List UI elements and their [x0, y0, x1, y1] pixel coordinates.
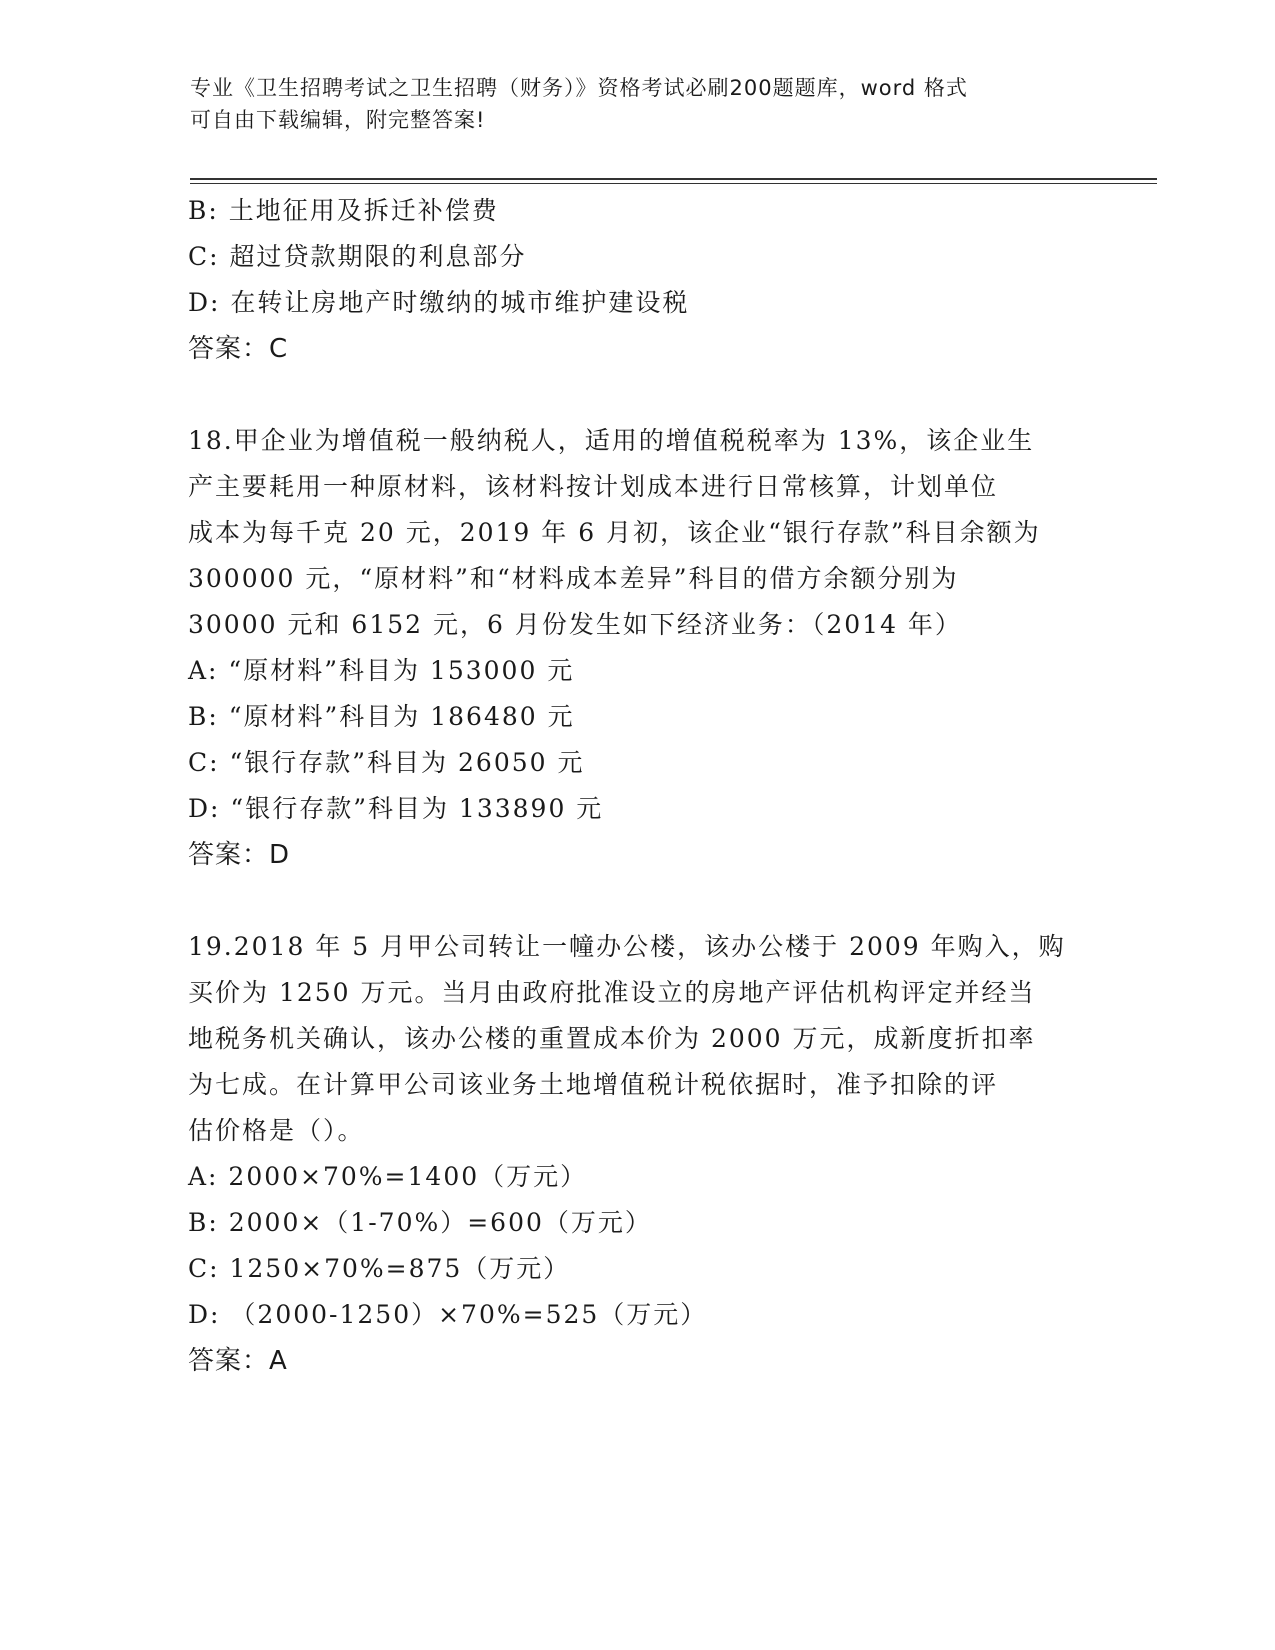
q17-answer: 答案：C	[188, 334, 289, 364]
q18-option-a: A: “原材料”科目为 153000 元	[188, 656, 575, 685]
header-line-1: 专业《卫生招聘考试之卫生招聘（财务）》资格考试必刷200题题库，word 格式	[190, 76, 968, 100]
q18-stem-line-5: 30000 元和 6152 元，6 月份发生如下经济业务：（2014 年）	[188, 610, 962, 639]
q19-option-c: C: 1250×70%=875（万元）	[188, 1254, 571, 1283]
q18-option-c: C: “银行存款”科目为 26050 元	[188, 748, 585, 777]
q18-stem-line-4: 300000 元，“原材料”和“材料成本差异”科目的借方余额分别为	[188, 564, 959, 593]
q19-stem-line-2: 买价为 1250 万元。当月由政府批准设立的房地产评估机构评定并经当	[188, 978, 1036, 1007]
header-line-2: 可自由下载编辑，附完整答案!	[190, 108, 486, 132]
q19-stem-line-4: 为七成。在计算甲公司该业务土地增值税计税依据时，准予扣除的评	[188, 1070, 999, 1099]
q19-stem-line-1: 19.2018 年 5 月甲公司转让一幢办公楼，该办公楼于 2009 年购入，购	[188, 932, 1066, 961]
q17-option-b: B: 土地征用及拆迁补偿费	[188, 196, 499, 225]
document-body	[188, 188, 1088, 1384]
q17-option-d: D: 在转让房地产时缴纳的城市维护建设税	[188, 288, 690, 317]
spacer	[188, 878, 1088, 924]
q19-option-d: D: （2000-1250）×70%=525（万元）	[188, 1300, 708, 1329]
q19-stem-line-3: 地税务机关确认，该办公楼的重置成本价为 2000 万元，成新度折扣率	[188, 1024, 1036, 1053]
header-divider-thick	[190, 178, 1157, 180]
q17-option-c: C: 超过贷款期限的利息部分	[188, 242, 527, 271]
question-19	[188, 924, 1088, 1384]
q18-stem-line-3: 成本为每千克 20 元，2019 年 6 月初，该企业“银行存款”科目余额为	[188, 518, 1041, 547]
header-divider-thin	[190, 183, 1157, 184]
q18-option-d: D: “银行存款”科目为 133890 元	[188, 794, 604, 823]
q19-option-a: A: 2000×70%=1400（万元）	[188, 1162, 588, 1191]
question-17	[188, 188, 1088, 372]
q18-answer: 答案：D	[188, 840, 291, 870]
q18-option-b: B: “原材料”科目为 186480 元	[188, 702, 575, 731]
q19-answer: 答案：A	[188, 1346, 288, 1376]
document-header	[190, 72, 1090, 136]
q19-option-b: B: 2000×（1-70%）=600（万元）	[188, 1208, 652, 1237]
q18-stem-line-2: 产主要耗用一种原材料，该材料按计划成本进行日常核算，计划单位	[188, 472, 999, 501]
question-18	[188, 418, 1088, 878]
q18-stem-line-1: 18.甲企业为增值税一般纳税人，适用的增值税税率为 13%，该企业生	[188, 426, 1035, 455]
spacer	[188, 372, 1088, 418]
q19-stem-line-5: 估价格是（）。	[188, 1116, 365, 1145]
